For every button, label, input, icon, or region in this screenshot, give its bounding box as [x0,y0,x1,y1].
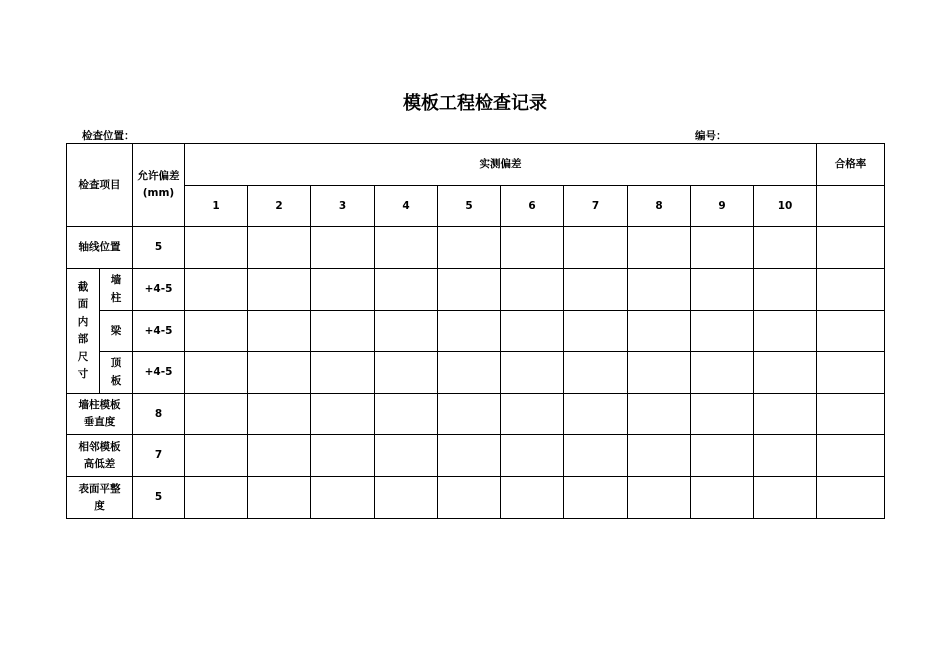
inspection-table [66,143,885,519]
header-tolerance: 允许偏差(mm) [133,144,185,227]
measure-cell[interactable] [248,269,311,311]
measure-cell[interactable] [501,269,564,311]
point-header: 9 [691,186,754,227]
measure-cell[interactable] [438,435,501,477]
measure-cell[interactable] [375,477,438,519]
measure-cell[interactable] [754,352,817,394]
point-header: 7 [564,186,628,227]
table-row [67,435,885,477]
measure-cell[interactable] [311,477,375,519]
measure-cell[interactable] [691,394,754,435]
measure-cell[interactable] [311,394,375,435]
pass-rate-cell[interactable] [817,186,885,227]
measure-cell[interactable] [754,227,817,269]
measure-cell[interactable] [375,394,438,435]
measure-cell[interactable] [375,311,438,352]
header-measured: 实测偏差 [185,144,817,186]
pass-rate-cell[interactable] [817,269,885,311]
measure-cell[interactable] [628,352,691,394]
measure-cell[interactable] [564,352,628,394]
row-tolerance-axis: 5 [133,227,185,269]
measure-cell[interactable] [438,311,501,352]
table-row [67,394,885,435]
row-label-axis: 轴线位置 [67,227,133,269]
measure-cell[interactable] [248,311,311,352]
row-tolerance-beam: +4-5 [133,311,185,352]
table-row [67,269,885,311]
measure-cell[interactable] [754,394,817,435]
measure-cell[interactable] [501,435,564,477]
measure-cell[interactable] [375,227,438,269]
row-label-flatness: 表面平整度 [67,477,133,519]
measure-cell[interactable] [375,352,438,394]
measure-cell[interactable] [185,394,248,435]
point-header: 3 [311,186,375,227]
measure-cell[interactable] [438,269,501,311]
point-header: 10 [754,186,817,227]
measure-cell[interactable] [501,352,564,394]
measure-cell[interactable] [628,311,691,352]
measure-cell[interactable] [185,352,248,394]
row-label-wall-column: 墙柱 [100,269,133,311]
measure-cell[interactable] [311,352,375,394]
pass-rate-cell[interactable] [817,311,885,352]
point-header: 8 [628,186,691,227]
measure-cell[interactable] [185,477,248,519]
row-tolerance-verticality: 8 [133,394,185,435]
measure-cell[interactable] [311,269,375,311]
measure-cell[interactable] [185,435,248,477]
measure-cell[interactable] [248,227,311,269]
measure-cell[interactable] [564,477,628,519]
row-label-adjacent: 相邻模板高低差 [67,435,133,477]
location-label: 检查位置： [82,130,135,142]
pass-rate-cell[interactable] [817,477,885,519]
measure-cell[interactable] [691,477,754,519]
point-header: 6 [501,186,564,227]
measure-cell[interactable] [564,435,628,477]
point-header: 4 [375,186,438,227]
row-label-verticality: 墙柱模板垂直度 [67,394,133,435]
header-row-1 [67,144,885,186]
measure-cell[interactable] [311,227,375,269]
row-tolerance-flatness: 5 [133,477,185,519]
pass-rate-cell[interactable] [817,435,885,477]
measure-cell[interactable] [691,311,754,352]
measure-cell[interactable] [311,435,375,477]
measure-cell[interactable] [185,227,248,269]
table-row [67,311,885,352]
measure-cell[interactable] [564,269,628,311]
row-label-beam: 梁 [100,311,133,352]
measure-cell[interactable] [691,435,754,477]
measure-cell[interactable] [375,269,438,311]
pass-rate-cell[interactable] [817,394,885,435]
measure-cell[interactable] [691,227,754,269]
point-header: 2 [248,186,311,227]
measure-cell[interactable] [628,269,691,311]
point-header: 5 [438,186,501,227]
measure-cell[interactable] [501,477,564,519]
measure-cell[interactable] [501,311,564,352]
row-group-section: 截面内部尺寸 [67,269,100,394]
number-label: 编号： [695,130,727,142]
point-header: 1 [185,186,248,227]
measure-cell[interactable] [248,352,311,394]
measure-cell[interactable] [501,227,564,269]
header-item: 检查项目 [67,144,133,227]
measure-cell[interactable] [564,311,628,352]
table-row [67,477,885,519]
table-row [67,227,885,269]
measure-cell[interactable] [311,311,375,352]
measure-cell[interactable] [438,352,501,394]
measure-cell[interactable] [564,227,628,269]
measure-cell[interactable] [501,394,564,435]
measure-cell[interactable] [185,311,248,352]
measure-cell[interactable] [628,394,691,435]
header-pass-rate: 合格率 [817,144,885,186]
table-row [67,352,885,394]
measure-cell[interactable] [438,477,501,519]
measure-cell[interactable] [691,269,754,311]
measure-cell[interactable] [564,394,628,435]
row-label-slab: 顶板 [100,352,133,394]
pass-rate-cell[interactable] [817,227,885,269]
measure-cell[interactable] [438,394,501,435]
header-row-2 [67,186,885,227]
measure-cell[interactable] [248,435,311,477]
measure-cell[interactable] [628,435,691,477]
measure-cell[interactable] [248,477,311,519]
measure-cell[interactable] [754,269,817,311]
measure-cell[interactable] [438,227,501,269]
measure-cell[interactable] [754,311,817,352]
measure-cell[interactable] [628,477,691,519]
page-title: 模板工程检查记录 [403,93,547,114]
measure-cell[interactable] [754,435,817,477]
row-tolerance-wall-column: +4-5 [133,269,185,311]
row-tolerance-adjacent: 7 [133,435,185,477]
measure-cell[interactable] [628,227,691,269]
row-tolerance-slab: +4-5 [133,352,185,394]
pass-rate-cell[interactable] [817,352,885,394]
measure-cell[interactable] [691,352,754,394]
measure-cell[interactable] [248,394,311,435]
measure-cell[interactable] [185,269,248,311]
measure-cell[interactable] [754,477,817,519]
measure-cell[interactable] [375,435,438,477]
